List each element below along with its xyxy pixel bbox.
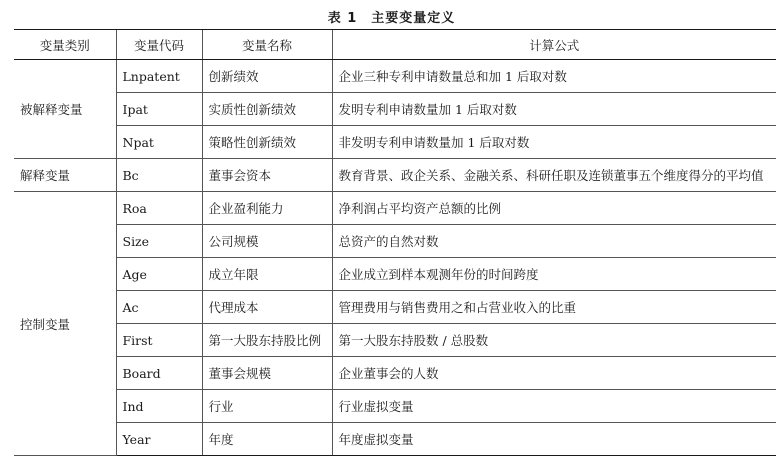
table-row: [14, 126, 776, 159]
formula-cell: 年度虚拟变量: [332, 423, 776, 456]
name-cell: 第一大股东持股比例: [202, 324, 332, 357]
code-cell: Roa: [116, 192, 202, 225]
header-row: [14, 30, 776, 60]
table-row: [14, 324, 776, 357]
header-formula: 计算公式: [332, 30, 776, 60]
code-cell: Ipat: [116, 93, 202, 126]
table-row: [14, 60, 776, 93]
name-cell: 代理成本: [202, 291, 332, 324]
table-row: [14, 390, 776, 423]
table-row: [14, 192, 776, 225]
code-cell: Year: [116, 423, 202, 456]
name-cell: 创新绩效: [202, 60, 332, 93]
code-cell: First: [116, 324, 202, 357]
header-category: 变量类别: [14, 30, 116, 60]
code-cell: Bc: [116, 159, 202, 192]
header-code: 变量代码: [116, 30, 202, 60]
formula-cell: 非发明专利申请数量加 1 后取对数: [332, 126, 776, 159]
table-row: [14, 357, 776, 390]
formula-cell: 发明专利申请数量加 1 后取对数: [332, 93, 776, 126]
name-cell: 公司规模: [202, 225, 332, 258]
name-cell: 董事会规模: [202, 357, 332, 390]
category-cell: 解释变量: [14, 159, 116, 192]
table-row: [14, 225, 776, 258]
formula-cell: 净利润占平均资产总额的比例: [332, 192, 776, 225]
formula-cell: 总资产的自然对数: [332, 225, 776, 258]
table-row: [14, 423, 776, 456]
table-caption: 表 1 主要变量定义: [327, 11, 456, 26]
name-cell: 董事会资本: [202, 159, 332, 192]
table-row: [14, 93, 776, 126]
code-cell: Size: [116, 225, 202, 258]
variable-definition-table: [14, 29, 776, 456]
header-name: 变量名称: [202, 30, 332, 60]
name-cell: 年度: [202, 423, 332, 456]
name-cell: 企业盈利能力: [202, 192, 332, 225]
formula-cell: 行业虚拟变量: [332, 390, 776, 423]
table-row: [14, 159, 776, 192]
code-cell: Npat: [116, 126, 202, 159]
code-cell: Board: [116, 357, 202, 390]
category-cell: 被解释变量: [14, 60, 116, 159]
formula-cell: 教育背景、政企关系、金融关系、科研任职及连锁董事五个维度得分的平均值: [332, 159, 776, 192]
code-cell: Ac: [116, 291, 202, 324]
table-row: [14, 258, 776, 291]
category-cell: 控制变量: [14, 192, 116, 456]
code-cell: Lnpatent: [116, 60, 202, 93]
formula-cell: 企业成立到样本观测年份的时间跨度: [332, 258, 776, 291]
name-cell: 行业: [202, 390, 332, 423]
code-cell: Ind: [116, 390, 202, 423]
formula-cell: 企业三种专利申请数量总和加 1 后取对数: [332, 60, 776, 93]
code-cell: Age: [116, 258, 202, 291]
formula-cell: 管理费用与销售费用之和占营业收入的比重: [332, 291, 776, 324]
name-cell: 实质性创新绩效: [202, 93, 332, 126]
name-cell: 成立年限: [202, 258, 332, 291]
name-cell: 策略性创新绩效: [202, 126, 332, 159]
formula-cell: 第一大股东持股数 / 总股数: [332, 324, 776, 357]
table-row: [14, 291, 776, 324]
formula-cell: 企业董事会的人数: [332, 357, 776, 390]
